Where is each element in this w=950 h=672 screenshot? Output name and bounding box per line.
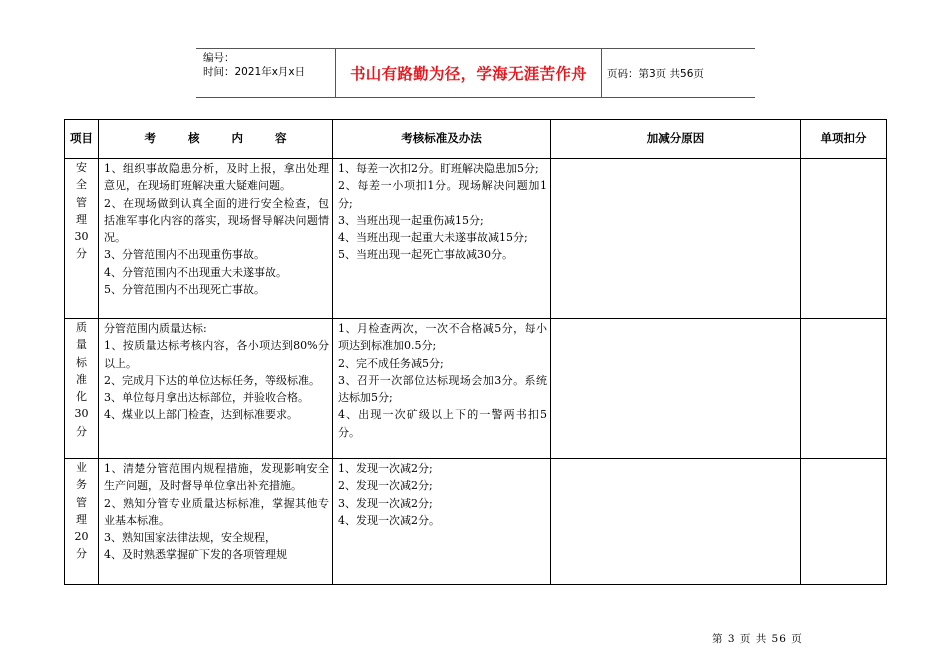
item-char: 管 <box>76 195 87 209</box>
item-cell <box>65 319 99 459</box>
deduction-cell[interactable] <box>801 159 887 319</box>
standard-line: 1、月检查两次，一次不合格减5分，每小项达到标准加0.5分; <box>338 322 547 353</box>
page-footer: 第 3 页 共 56 页 <box>712 633 803 645</box>
deduction-cell[interactable] <box>801 319 887 459</box>
content-line: 2、完成月下达的单位达标任务，等级标准。 <box>104 373 320 387</box>
content-line: 1、按质量达标考核内容，各小项达到80%分以上。 <box>104 339 329 370</box>
standard-line: 3、召开一次部位达标现场会加3分。系统达标加5分; <box>338 373 547 405</box>
content-line: 2、在现场做到认真全面的进行安全检查，包括准军事化内容的落实，现场督导解决问题情况。 <box>104 196 329 245</box>
content-line: 3、熟知国家法律法规，安全规程， <box>104 531 276 545</box>
table-header-row <box>65 120 887 159</box>
standard-cell <box>333 159 551 319</box>
content-line: 3、分管范围内不出现重伤事故。 <box>104 248 265 262</box>
item-char: 20 <box>74 530 89 544</box>
content-line: 4、煤业以上部门检查，达到标准要求。 <box>104 408 298 422</box>
item-char: 业 <box>76 461 87 474</box>
header-reason: 加减分原因 <box>551 120 801 159</box>
item-char: 分 <box>76 547 87 561</box>
standard-line: 2、发现一次减2分; <box>338 479 433 493</box>
header-meta <box>196 49 336 97</box>
item-char: 30 <box>74 407 89 421</box>
page-header <box>196 48 755 98</box>
content-line: 1、清楚分管范围内规程措施，发现影响安全生产问题，及时督导单位拿出补充措施。 <box>104 462 329 493</box>
item-char: 量 <box>76 338 87 352</box>
standard-cell <box>333 459 551 585</box>
header-page-code: 页码：第3页 共56页 <box>607 67 704 80</box>
deduction-cell[interactable] <box>801 459 887 585</box>
time-label: 时间：2021年x月x日 <box>203 66 306 78</box>
item-char: 安 <box>76 161 87 174</box>
reason-cell[interactable] <box>551 159 801 319</box>
assessment-table <box>64 119 887 585</box>
number-label: 编号： <box>203 52 235 64</box>
standard-line: 3、当班出现一起重伤减15分; <box>338 213 484 227</box>
item-char: 分 <box>76 247 87 261</box>
standard-line: 1、发现一次减2分; <box>338 462 433 475</box>
header-item: 项目 <box>65 120 99 159</box>
content-line: 分管范围内质量达标: <box>104 322 207 335</box>
item-cell <box>65 159 99 319</box>
header-content <box>99 120 333 159</box>
header-motto: 书山有路勤为径，学海无涯苦作舟 <box>336 49 602 97</box>
content-cell <box>99 459 333 585</box>
standard-line: 1、每差一次扣2分。盯班解决隐患加5分; <box>338 162 539 175</box>
content-cell <box>99 159 333 319</box>
content-line: 5、分管范围内不出现死亡事故。 <box>104 283 265 297</box>
item-char: 准 <box>76 372 87 386</box>
header-standard: 考核标准及办法 <box>333 120 551 159</box>
header-content-label: 考 核 内 容 <box>144 131 301 146</box>
table-row-quality <box>65 319 887 459</box>
standard-line: 3、发现一次减2分; <box>338 496 433 510</box>
standard-line: 4、当班出现一起重大未遂事故减15分; <box>338 231 528 245</box>
item-char: 全 <box>76 178 87 192</box>
item-char: 理 <box>76 512 87 526</box>
item-char: 30 <box>74 230 89 244</box>
standard-line: 4、出现一次矿级以上下的一警两书扣5分。 <box>338 408 547 439</box>
item-char: 管 <box>76 495 87 509</box>
table-row-safety <box>65 159 887 319</box>
content-line: 2、熟知分管专业质量达标标准，掌握其他专业基本标准。 <box>104 496 329 527</box>
content-line: 4、及时熟悉掌握矿下发的各项管理规 <box>104 548 287 562</box>
item-char: 质 <box>76 321 87 334</box>
item-char: 分 <box>76 424 87 438</box>
standard-line: 5、当班出现一起死亡事故减30分。 <box>338 248 513 262</box>
item-char: 标 <box>76 355 87 369</box>
reason-cell[interactable] <box>551 319 801 459</box>
content-cell <box>99 319 333 459</box>
item-char: 理 <box>76 212 87 226</box>
content-line: 4、分管范围内不出现重大未遂事故。 <box>104 265 287 279</box>
header-deduction: 单项扣分 <box>801 120 887 159</box>
standard-line: 2、完不成任务减5分; <box>338 356 444 370</box>
table-row-business <box>65 459 887 585</box>
standard-line: 4、发现一次减2分。 <box>338 513 440 527</box>
item-cell <box>65 459 99 585</box>
item-char: 化 <box>76 390 87 404</box>
content-line: 1、组织事故隐患分析，及时上报，拿出处理意见，在现场盯班解决重大疑难问题。 <box>104 162 329 193</box>
content-line: 3、单位每月拿出达标部位，并验收合格。 <box>104 391 309 405</box>
standard-line: 2、每差一小项扣1分。现场解决问题加1分; <box>338 179 547 210</box>
item-char: 务 <box>76 478 87 492</box>
standard-cell <box>333 319 551 459</box>
reason-cell[interactable] <box>551 459 801 585</box>
